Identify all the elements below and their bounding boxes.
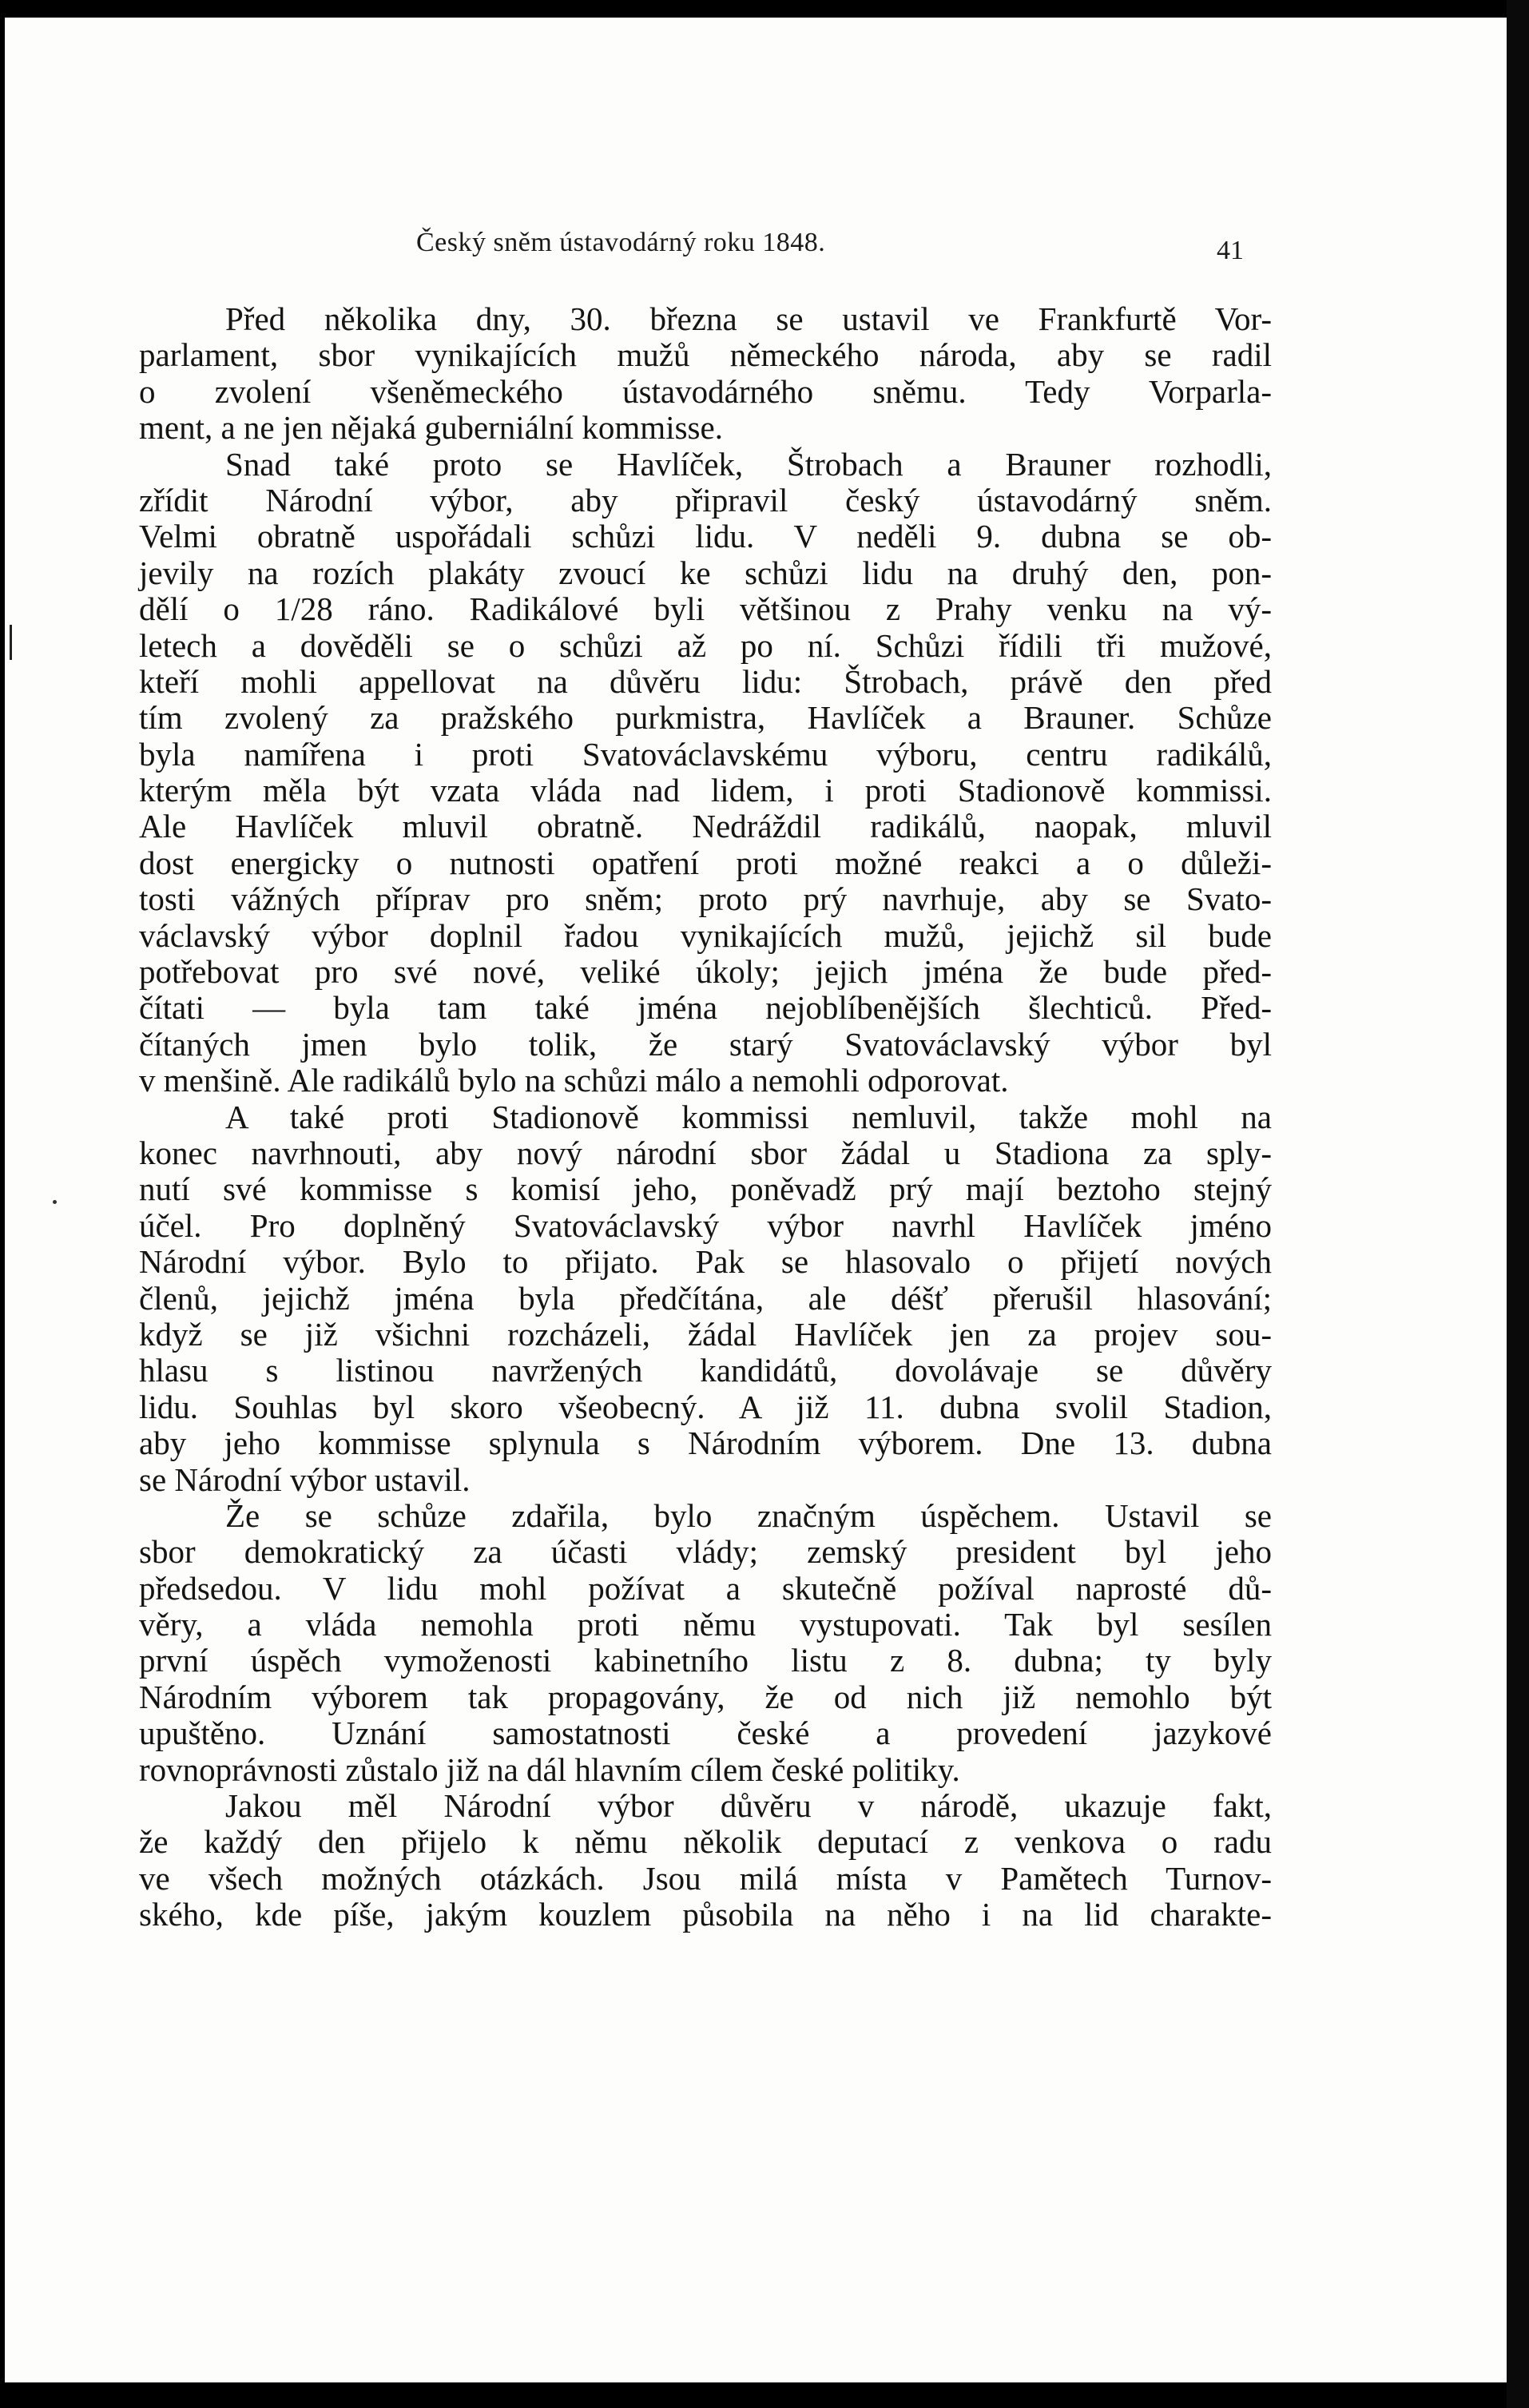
text-line: Snad také proto se Havlíček, Štrobach a Brauner rozhodli, (225, 445, 1272, 483)
text-line: sbor demokratický za účasti vlády; zemský president byl jeho (139, 1533, 1272, 1571)
text-line: předsedou. V lidu mohl požívat a skutečně požíval naprosté dů- (139, 1569, 1272, 1607)
text-line: Velmi obratně uspořádali schůzi lidu. V neděli 9. dubna se ob- (139, 518, 1272, 555)
text-line: účel. Pro doplněný Svatováclavský výbor navrhl Havlíček jméno (139, 1206, 1272, 1244)
text-line: Že se schůze zdařila, bylo značným úspěchem. Ustavil se (225, 1496, 1272, 1534)
text-line: v menšině. Ale radikálů bylo na schůzi málo a nemohli odporovat. (139, 1062, 1009, 1099)
text-line: čítaných jmen bylo tolik, že starý Svatováclavský výbor byl (139, 1025, 1272, 1063)
text-line: když se již všichni rozcházeli, žádal Havlíček jen za projev sou- (139, 1315, 1272, 1353)
text-line: Před několika dny, 30. března se ustavil ve Frankfurtě Vor- (225, 300, 1272, 337)
text-line: upuštěno. Uznání samostatnosti české a provedení jazykové (139, 1715, 1272, 1752)
text-line: ment, a ne jen nějaká guberniální kommisse. (139, 409, 723, 447)
text-line: aby jeho kommisse splynula s Národním výborem. Dne 13. dubna (139, 1425, 1272, 1462)
body-text (139, 301, 1272, 1933)
text-line: Jakou měl Národní výbor důvěru v národě, ukazuje fakt, (225, 1787, 1272, 1825)
text-line: jevily na rozích plakáty zvoucí ke schůzi lidu na druhý den, pon- (139, 554, 1272, 591)
text-line: hlasu s listinou navržených kandidátů, dovolávaje se důvěry (139, 1352, 1272, 1389)
text-line: tím zvolený za pražského purkmistra, Havlíček a Brauner. Schůze (139, 699, 1272, 737)
page-header (5, 221, 1507, 269)
text-line: dost energicky o nutnosti opatření proti možné reakci a o důleži- (139, 844, 1272, 881)
text-line: rovnoprávnosti zůstalo již na dál hlavním cílem české politiky. (139, 1750, 960, 1788)
text-line: lidu. Souhlas byl skoro všeobecný. A již 11. dubna svolil Stadion, (139, 1388, 1272, 1425)
text-line: zřídit Národní výbor, aby připravil český ústavodárný sněm. (139, 481, 1272, 519)
scan-border (1507, 0, 1529, 2408)
text-line: byla namířena i proti Svatováclavskému výboru, centru radikálů, (139, 735, 1272, 773)
text-line: ského, kde píše, jakým kouzlem působila na něho i na lid charakte- (139, 1896, 1272, 1933)
text-line: tosti vážných příprav pro sněm; proto prý navrhuje, aby se Svato- (139, 880, 1272, 918)
text-line: že každý den přijelo k němu několik deputací z venkova o radu (139, 1823, 1272, 1861)
text-line: nutí své kommisse s komisí jeho, poněvadž prý mají beztoho stejný (139, 1170, 1272, 1208)
running-title: Český sněm ústavodárný roku 1848. (416, 228, 826, 257)
text-line: Národní výbor. Bylo to přijato. Pak se hlasovalo o přijetí nových (139, 1243, 1272, 1281)
text-line: parlament, sbor vynikajících mužů německého národa, aby se radil (139, 336, 1272, 374)
text-line: kterým měla být vzata vláda nad lidem, i proti Stadionově kommissi. (139, 772, 1272, 809)
text-line: A také proti Stadionově kommissi nemluvil, takže mohl na (225, 1098, 1272, 1135)
book-page (5, 18, 1507, 2382)
text-line: konec navrhnouti, aby nový národní sbor žádal u Stadiona za sply- (139, 1134, 1272, 1171)
text-line: potřebovat pro své nové, veliké úkoly; jejich jména že bude před- (139, 953, 1272, 991)
text-line: ve všech možných otázkách. Jsou milá místa v Pamětech Turnov- (139, 1859, 1272, 1897)
text-line: kteří mohli appellovat na důvěru lidu: Štrobach, právě den před (139, 662, 1272, 700)
margin-dot (53, 1200, 57, 1204)
text-line: Ale Havlíček mluvil obratně. Nedráždil radikálů, naopak, mluvil (139, 808, 1272, 845)
text-line: první úspěch vymoženosti kabinetního listu z 8. dubna; ty byly (139, 1642, 1272, 1679)
margin-mark (10, 625, 12, 660)
text-line: o zvolení všeněmeckého ústavodárného sněmu. Tedy Vorparla- (139, 372, 1272, 410)
text-line: se Národní výbor ustavil. (139, 1460, 471, 1498)
text-line: věry, a vláda nemohla proti němu vystupovati. Tak byl sesílen (139, 1606, 1272, 1643)
text-line: čítati — byla tam také jména nejoblíbenějších šlechticů. Před- (139, 989, 1272, 1027)
page-number: 41 (1217, 236, 1244, 265)
text-line: václavský výbor doplnil řadou vynikajících mužů, jejichž sil bude (139, 916, 1272, 954)
text-line: letech a dověděli se o schůzi až po ní. Schůzi řídili tři mužové, (139, 626, 1272, 664)
text-line: Národním výborem tak propagovány, že od nich již nemohlo být (139, 1678, 1272, 1715)
text-line: dělí o 1/28 ráno. Radikálové byli většinou z Prahy venku na vý- (139, 590, 1272, 628)
text-line: členů, jejichž jména byla předčítána, ale déšť přerušil hlasování; (139, 1279, 1272, 1317)
